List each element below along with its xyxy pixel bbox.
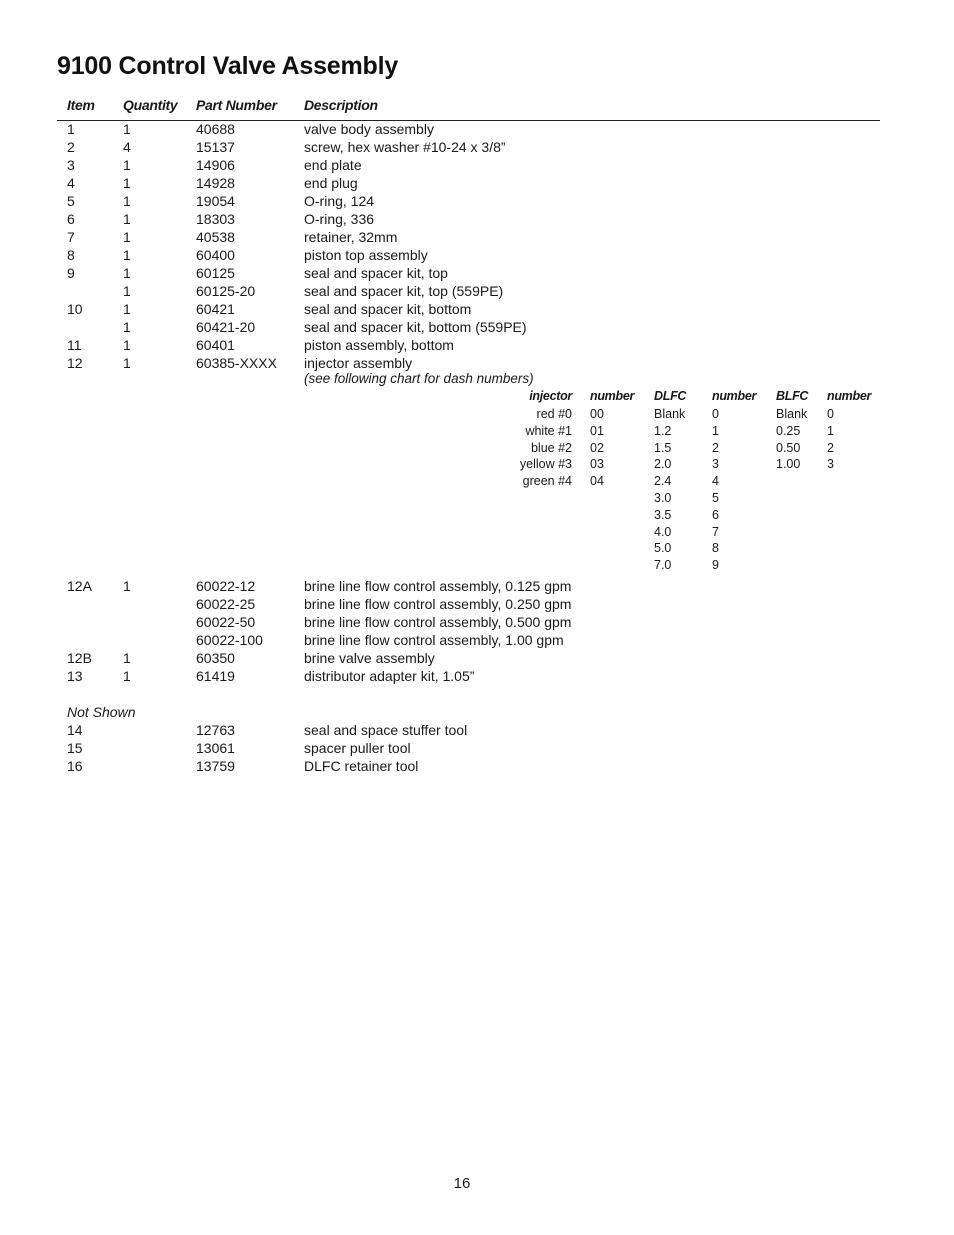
table-row — [0, 631, 954, 649]
quantity-cell: 1 — [123, 650, 131, 666]
page-number: 16 — [453, 1175, 471, 1192]
description-cell: brine line flow control assembly, 0.250 gpm — [304, 596, 572, 612]
description-cell: piston top assembly — [304, 247, 428, 263]
part-number-cell: 40688 — [196, 121, 235, 137]
dlfc-value: 5.0 — [654, 541, 672, 556]
table-row — [0, 282, 954, 300]
quantity-cell: 1 — [123, 157, 131, 173]
description-cell: seal and spacer kit, bottom (559PE) — [304, 319, 527, 335]
item-cell: 4 — [67, 175, 75, 191]
dlfc-value: 3.0 — [654, 491, 672, 505]
injector-number: 04 — [590, 474, 604, 489]
chart-header-injector-number: number — [590, 389, 635, 403]
part-number-cell: 60022-50 — [196, 614, 256, 630]
item-cell: 6 — [67, 211, 75, 227]
part-number-cell: 60022-25 — [196, 596, 256, 612]
table-row — [0, 336, 954, 354]
injector-color: red #0 — [536, 407, 572, 421]
injector-color: yellow #3 — [519, 457, 572, 472]
column-header-item: Item — [67, 97, 95, 113]
chart-header-injector: injector — [529, 389, 572, 403]
item-cell: 10 — [67, 301, 83, 317]
injector-color: white #1 — [525, 423, 572, 438]
description-cell: distributor adapter kit, 1.05” — [304, 668, 475, 684]
part-number-cell: 12763 — [196, 722, 235, 738]
blfc-number: 2 — [827, 440, 834, 455]
description-cell: seal and spacer kit, bottom — [304, 301, 472, 317]
dlfc-value: Blank — [654, 407, 686, 421]
part-number-cell: 60350 — [196, 650, 235, 666]
parts-group-main — [0, 120, 954, 372]
table-row — [0, 156, 954, 174]
dlfc-value: 2.0 — [654, 457, 672, 472]
blfc-number: 3 — [827, 457, 834, 472]
description-cell: valve body assembly — [304, 121, 434, 137]
description-cell: retainer, 32mm — [304, 229, 398, 245]
description-cell: O-ring, 124 — [304, 193, 375, 209]
dlfc-number: 1 — [712, 423, 719, 438]
description-cell: piston assembly, bottom — [304, 337, 454, 353]
quantity-cell: 4 — [123, 139, 131, 155]
dlfc-number: 8 — [712, 541, 719, 556]
quantity-cell: 1 — [123, 193, 131, 209]
quantity-cell: 1 — [123, 229, 131, 245]
part-number-cell: 60421-20 — [196, 319, 256, 335]
part-number-cell: 19054 — [196, 193, 235, 209]
description-cell: brine line flow control assembly, 1.00 gpm — [304, 632, 564, 648]
quantity-cell: 1 — [123, 301, 131, 317]
table-row — [0, 595, 954, 613]
injector-color: blue #2 — [530, 440, 572, 455]
item-cell: 2 — [67, 139, 75, 155]
blfc-value: 0.50 — [776, 440, 801, 455]
quantity-cell: 1 — [123, 668, 131, 684]
part-number-cell: 14928 — [196, 175, 235, 191]
description-cell: injector assembly — [304, 355, 413, 371]
part-number-cell: 18303 — [196, 211, 235, 227]
dlfc-number: 5 — [712, 491, 719, 505]
blfc-value: Blank — [776, 407, 808, 421]
dash-number-chart — [0, 387, 954, 577]
part-number-cell: 60022-12 — [196, 578, 256, 594]
section-spacer — [0, 685, 954, 703]
item-cell: 8 — [67, 247, 75, 263]
part-number-cell: 15137 — [196, 139, 235, 155]
parts-group-brine — [0, 577, 954, 685]
item-cell: 5 — [67, 193, 75, 209]
description-cell: brine valve assembly — [304, 650, 435, 666]
description-cell: brine line flow control assembly, 0.125 gpm — [304, 578, 572, 594]
dlfc-number: 3 — [712, 457, 719, 472]
item-cell: 7 — [67, 229, 75, 245]
quantity-cell: 1 — [123, 211, 131, 227]
part-number-cell: 13061 — [196, 740, 235, 756]
dlfc-number: 0 — [712, 407, 719, 421]
not-shown-heading-line — [0, 703, 954, 721]
blfc-number: 1 — [827, 423, 834, 438]
table-row — [0, 739, 954, 757]
quantity-cell: 1 — [123, 247, 131, 263]
dlfc-number: 6 — [712, 507, 719, 522]
part-number-cell: 60401 — [196, 337, 235, 353]
item-cell: 9 — [67, 265, 75, 281]
description-cell: screw, hex washer #10-24 x 3/8” — [304, 139, 506, 155]
blfc-value: 1.00 — [776, 457, 801, 472]
table-row — [0, 354, 954, 372]
dlfc-number: 7 — [712, 524, 719, 539]
quantity-cell: 1 — [123, 175, 131, 191]
item-cell: 13 — [67, 668, 83, 684]
quantity-cell: 1 — [123, 355, 131, 371]
dlfc-value: 1.5 — [654, 440, 672, 455]
item-cell: 16 — [67, 758, 83, 774]
dlfc-number: 4 — [712, 474, 719, 489]
part-number-cell: 60022-100 — [196, 632, 263, 648]
parts-group-not-shown — [0, 721, 954, 775]
column-header-part-number: Part Number — [196, 97, 277, 113]
chart-header-dlfc-number: number — [712, 389, 757, 403]
parts-list — [0, 120, 954, 775]
dlfc-value: 2.4 — [654, 474, 672, 489]
part-number-cell: 60125 — [196, 265, 235, 281]
table-row — [0, 757, 954, 775]
part-number-cell: 40538 — [196, 229, 235, 245]
part-number-cell: 61419 — [196, 668, 235, 684]
blfc-number: 0 — [827, 407, 834, 421]
injector-number: 01 — [590, 423, 604, 438]
part-number-cell: 60400 — [196, 247, 235, 263]
table-row — [0, 246, 954, 264]
table-row — [0, 120, 954, 138]
quantity-cell: 1 — [123, 578, 131, 594]
table-row — [0, 649, 954, 667]
dlfc-value: 4.0 — [654, 524, 672, 539]
dlfc-value: 1.2 — [654, 423, 672, 438]
description-cell: O-ring, 336 — [304, 211, 375, 227]
table-row — [0, 138, 954, 156]
part-number-cell: 60385-XXXX — [196, 355, 277, 371]
quantity-cell: 1 — [123, 265, 131, 281]
table-row — [0, 300, 954, 318]
not-shown-heading: Not Shown — [67, 704, 136, 720]
table-row — [0, 318, 954, 336]
injector-color: green #4 — [522, 474, 572, 489]
part-number-cell: 14906 — [196, 157, 235, 173]
table-row — [0, 667, 954, 685]
quantity-cell: 1 — [123, 283, 131, 299]
description-cell: end plate — [304, 157, 362, 173]
table-row — [0, 174, 954, 192]
table-row — [0, 264, 954, 282]
injector-number: 02 — [590, 440, 604, 455]
table-row — [0, 577, 954, 595]
item-cell: 11 — [67, 337, 82, 353]
part-number-cell: 60125-20 — [196, 283, 256, 299]
column-header-quantity: Quantity — [123, 97, 178, 113]
dlfc-number: 9 — [712, 558, 719, 573]
item-cell: 1 — [67, 121, 75, 137]
item-cell: 3 — [67, 157, 75, 173]
page-title: 9100 Control Valve Assembly — [57, 52, 399, 80]
item-cell: 15 — [67, 740, 83, 756]
quantity-cell: 1 — [123, 121, 131, 137]
description-cell: end plug — [304, 175, 358, 191]
dlfc-value: 7.0 — [654, 558, 672, 573]
injector-note-line — [0, 372, 954, 387]
item-cell: 12A — [67, 578, 92, 594]
description-cell: seal and spacer kit, top — [304, 265, 448, 281]
description-cell: seal and spacer kit, top (559PE) — [304, 283, 504, 299]
chart-header-blfc: BLFC — [776, 389, 809, 403]
chart-header-dlfc: DLFC — [654, 389, 687, 403]
item-cell: 14 — [67, 722, 83, 738]
description-cell: DLFC retainer tool — [304, 758, 419, 774]
column-header-description: Description — [304, 97, 378, 113]
injector-number: 03 — [590, 457, 604, 472]
item-cell: 12B — [67, 650, 92, 666]
blfc-value: 0.25 — [776, 423, 801, 438]
item-cell: 12 — [67, 355, 83, 371]
table-row — [0, 721, 954, 739]
chart-header-blfc-number: number — [827, 389, 872, 403]
table-row — [0, 613, 954, 631]
quantity-cell: 1 — [123, 319, 131, 335]
table-row — [0, 192, 954, 210]
table-row — [0, 228, 954, 246]
injector-number: 00 — [590, 407, 604, 421]
injector-note: (see following chart for dash numbers) — [304, 371, 534, 386]
dlfc-value: 3.5 — [654, 507, 672, 522]
table-row — [0, 210, 954, 228]
part-number-cell: 60421 — [196, 301, 235, 317]
description-cell: brine line flow control assembly, 0.500 gpm — [304, 614, 572, 630]
quantity-cell: 1 — [123, 337, 131, 353]
description-cell: spacer puller tool — [304, 740, 411, 756]
part-number-cell: 13759 — [196, 758, 235, 774]
description-cell: seal and space stuffer tool — [304, 722, 468, 738]
dlfc-number: 2 — [712, 440, 719, 455]
